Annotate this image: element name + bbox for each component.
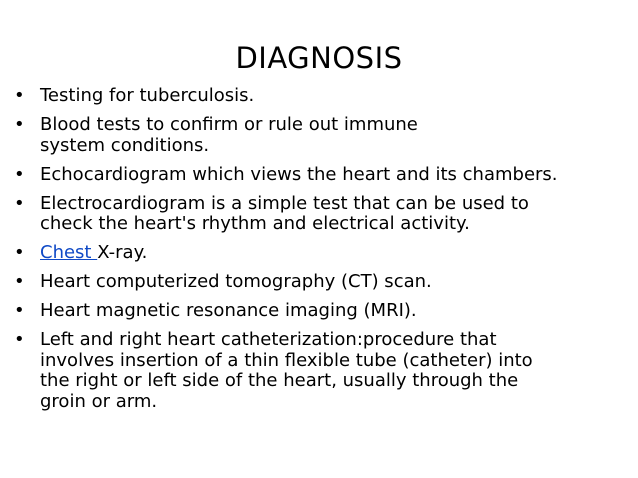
bullet-icon: •: [14, 114, 25, 135]
bullet-text: check the heart's rhythm and electrical activity.: [40, 213, 470, 234]
bullet-text: [40, 243, 630, 264]
bullet-item-ct-scan: [14, 272, 630, 293]
bullet-icon: •: [14, 85, 25, 106]
bullet-icon: •: [14, 329, 25, 350]
bullet-text: the right or left side of the heart, usually through the: [40, 370, 519, 391]
bullet-text: Heart computerized tomography (CT) scan.: [40, 271, 432, 292]
bullet-item-electrocardiogram: [14, 194, 630, 235]
bullet-item-mri: [14, 301, 630, 322]
bullet-text: Heart magnetic resonance imaging (MRI).: [40, 300, 417, 321]
bullet-text: system conditions.: [40, 134, 210, 156]
bullet-text: groin or arm.: [40, 390, 158, 412]
bullet-text: Testing for tuberculosis.: [40, 85, 255, 106]
bullet-list: [14, 86, 630, 421]
bullet-item-catheterization: [14, 330, 630, 412]
bullet-item-chest-xray: [14, 243, 630, 264]
bullet-icon: •: [14, 271, 25, 292]
bullet-item-echocardiogram: [14, 165, 630, 186]
bullet-icon: •: [14, 192, 25, 214]
bullet-icon: •: [14, 242, 25, 263]
bullet-text: Echocardiogram which views the heart and its chambers.: [40, 163, 558, 185]
chest-link[interactable]: Chest: [40, 242, 98, 263]
bullet-text: involves insertion of a thin flexible tube (catheter) into: [40, 349, 533, 371]
bullet-text: Blood tests to confirm or rule out immune: [40, 114, 418, 135]
bullet-item-blood-tests: [14, 115, 630, 156]
bullet-item-tuberculosis: [14, 86, 630, 107]
bullet-icon: •: [14, 163, 25, 185]
bullet-icon: •: [14, 300, 25, 321]
bullet-text: Left and right heart catheterization:procedure that: [40, 329, 497, 350]
slide-title: DIAGNOSIS: [235, 41, 403, 75]
bullet-text: Electrocardiogram is a simple test that can be used to: [40, 192, 529, 214]
bullet-text-rest: X-ray.: [97, 242, 148, 263]
